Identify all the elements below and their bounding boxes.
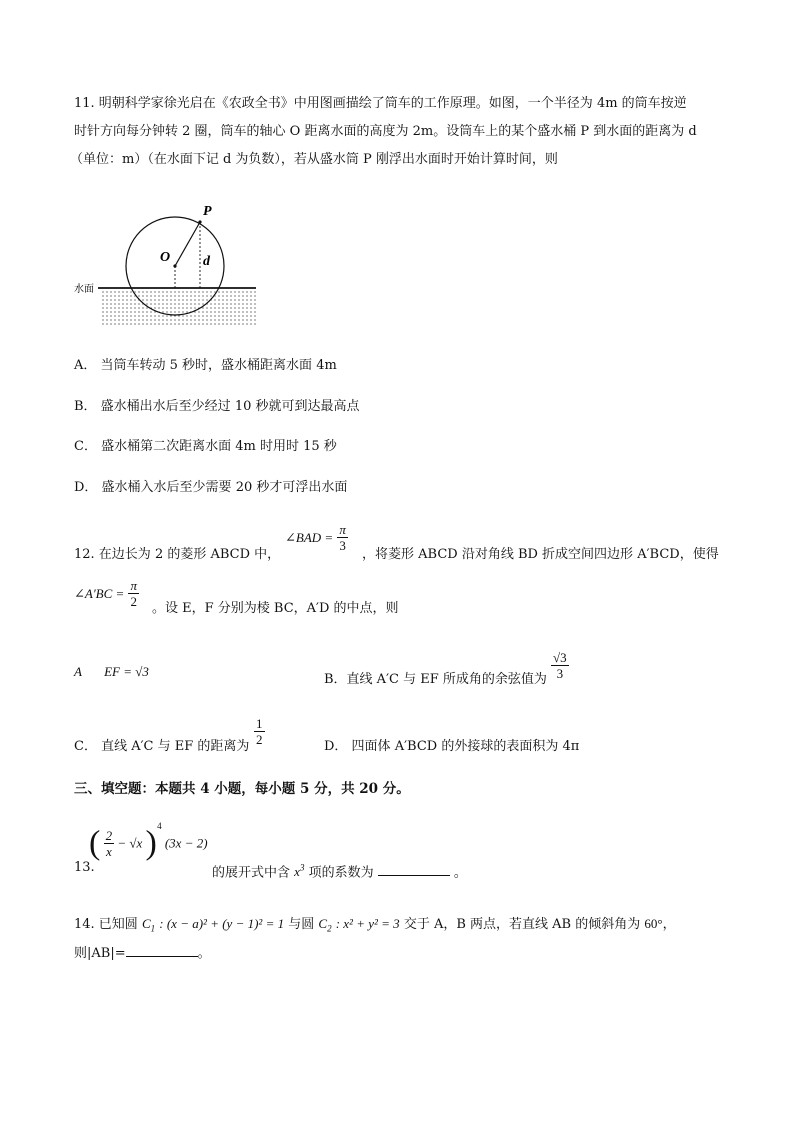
q14-comma: ，: [662, 917, 676, 932]
q12-option-a-math: EF = √3: [104, 664, 149, 679]
q11-option-a: A． 当筒车转动 5 秒时，盛水桶距离水面 4m: [74, 358, 337, 373]
q14-c2: [318, 916, 332, 934]
q12-option-c-fraction-wrap: [254, 716, 265, 747]
q14-text: 交于 A，B 两点，若直线 AB 的倾斜角为: [403, 917, 641, 932]
q12-option-a: [74, 664, 149, 681]
q14-angle: 60°: [644, 916, 663, 931]
q12-option-b: [324, 649, 569, 689]
q14-line-2: [74, 944, 211, 962]
label-O: O: [160, 250, 171, 265]
water-wheel-figure: [70, 196, 330, 336]
q12-option-c-den: 2: [256, 732, 263, 747]
q12-option-c: [74, 739, 249, 755]
q12-option-a-label: A: [74, 664, 82, 679]
q14-c1-eq: : (x − a)² + (y − 1)² = 1: [159, 916, 285, 931]
q13-power: 4: [157, 821, 162, 832]
q12-angle-bad-lhs: ∠BAD =: [285, 530, 334, 545]
q12-angle-abc-num: π: [130, 578, 137, 593]
q12-option-b-den: 3: [551, 665, 569, 681]
q13-answer-blank[interactable]: [378, 863, 450, 876]
q14-c1: [141, 916, 156, 934]
q14-mid: 与圆: [288, 917, 315, 932]
q11-option-d: D． 盛水桶入水后至少需要 20 秒才可浮出水面: [74, 480, 348, 495]
q14-c1-sub: 1: [150, 923, 156, 934]
q12-option-b-num: √3: [553, 649, 567, 665]
q12-option-b-fraction: [551, 650, 569, 681]
label-d: d: [203, 254, 210, 269]
q14-c1-letter: C: [141, 916, 151, 931]
q14-line-1: [74, 916, 676, 937]
q13-term-x: x: [294, 864, 300, 880]
q12-angle-bad-den: 3: [337, 537, 348, 553]
center-O-dot: [173, 264, 176, 267]
q12-option-b-text: B．直线 A′C 与 EF 所成角的余弦值为: [324, 672, 547, 687]
q14-answer-blank[interactable]: [126, 944, 198, 957]
q13-fraction: [104, 828, 115, 859]
q13-minus-sqrt: − √x: [117, 835, 143, 851]
q14-prefix: 14. 已知圆: [74, 917, 138, 932]
q11-option-c: C． 盛水桶第二次距离水面 4m 时用时 15 秒: [74, 439, 337, 454]
q13-term: [294, 864, 304, 879]
q12-angle-bad-num: π: [339, 522, 346, 537]
q12-angle-abc-den: 2: [128, 593, 139, 609]
q13-text: [212, 860, 467, 881]
radius-OP: [175, 222, 200, 266]
q13-number: 13.: [74, 860, 95, 875]
q12-option-d: D． 四面体 A′BCD 的外接球的表面积为 4π: [324, 739, 580, 754]
q14-c2-sub: 2: [327, 923, 332, 934]
q14-end: 。: [197, 946, 211, 961]
q12-mid: ，将菱形 ABCD 沿对角线 BD 折成空间四边形 A′BCD，使得: [362, 547, 719, 562]
q12-option-c-num: 1: [256, 716, 263, 731]
q14-c2-eq: : x² + y² = 3: [335, 916, 400, 931]
q11-option-b: B． 盛水桶出水后至少经过 10 秒就可到达最高点: [74, 399, 360, 414]
point-P-dot: [198, 220, 201, 223]
q11-line-2: 时针方向每分钟转 2 圈，筒车的轴心 O 距离水面的高度为 2m。设筒车上的某个盛水桶 P 到水面的距离为 d: [74, 124, 697, 139]
q12-angle-abc-fraction: [128, 578, 139, 609]
q13-text-2: 项的系数为: [308, 865, 374, 881]
q11-line-1: 11. 明朝科学家徐光启在《农政全书》中用图画描绘了筒车的工作原理。如图，一个半径为 4m 的筒车按逆: [74, 96, 687, 111]
q13-term-pow: 3: [299, 863, 305, 873]
q12-angle-abc-lhs: ∠A′BC =: [74, 586, 125, 601]
section-3-heading: 三、填空题：本题共 4 小题，每小题 5 分，共 20 分。: [74, 781, 410, 797]
q12-option-c-fraction: [254, 716, 265, 747]
q13-expression: ( $\frac{2}{x}$ − √x ) $^4$ (3x − 2): [89, 821, 208, 862]
q12-angle-bad: [285, 522, 348, 553]
q12-angle-bad-fraction: [337, 522, 348, 553]
q13-end: 。: [453, 865, 467, 881]
q12-prefix: 12. 在边长为 2 的菱形 ABCD 中，: [74, 547, 281, 562]
q14-c2-letter: C: [318, 916, 328, 931]
water-hatching: [102, 292, 256, 324]
q12-suffix: 。设 E，F 分别为棱 BC，A′D 的中点，则: [152, 601, 399, 616]
q14-line-2-text: 则|AB|=: [74, 946, 126, 961]
q12-option-c-text: C． 直线 A′C 与 EF 的距离为: [74, 739, 250, 754]
q12-angle-abc: [74, 578, 139, 609]
q11-line-3: （单位：m）（在水面下记 d 为负数），若从盛水筒 P 刚浮出水面时开始计算时间，则: [70, 152, 558, 167]
q13-text-1: 的展开式中含: [212, 865, 291, 881]
label-water: 水面: [74, 284, 94, 295]
q13-frac-num: 2: [105, 828, 113, 843]
q13-frac-den: x: [104, 843, 115, 859]
q13-factor: (3x − 2): [164, 835, 208, 851]
label-P: P: [203, 204, 212, 219]
